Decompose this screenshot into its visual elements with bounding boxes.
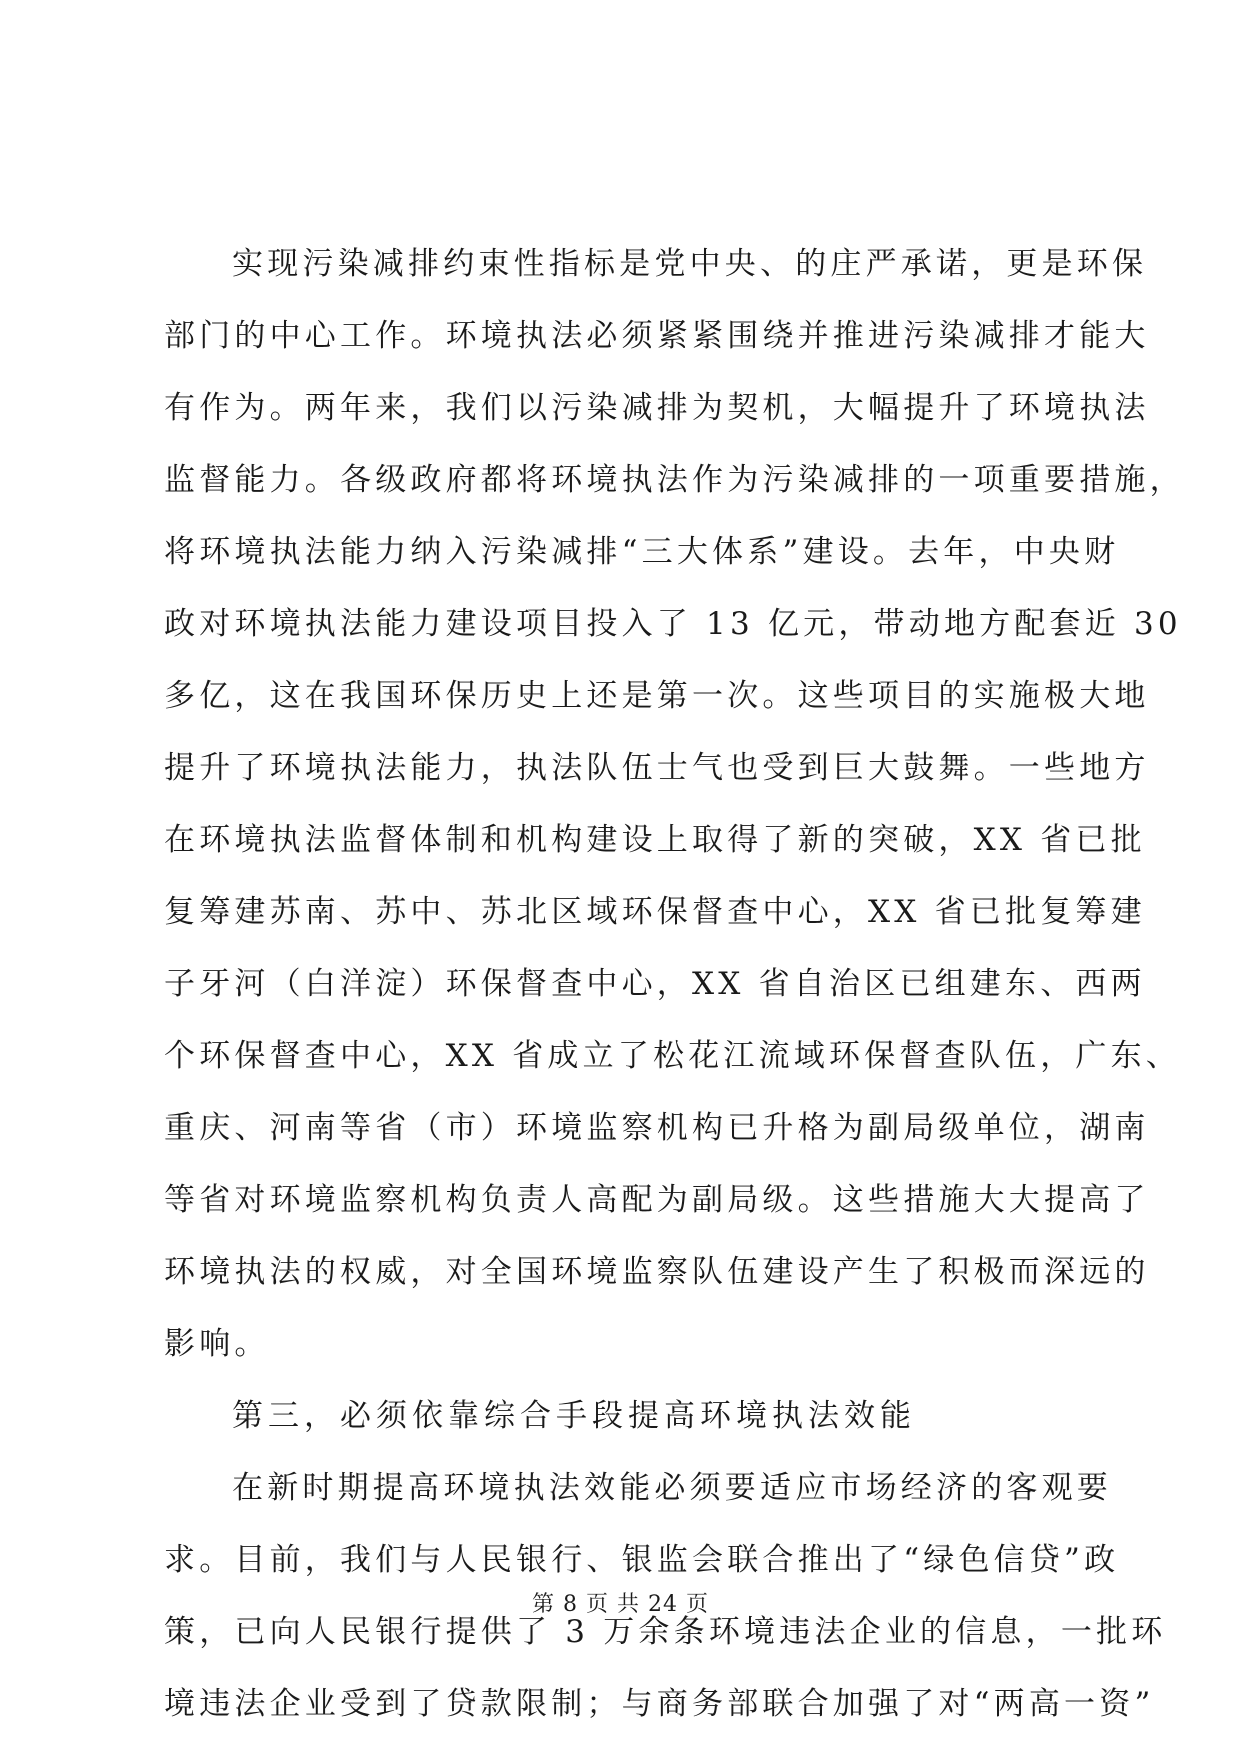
text-line: 重庆、河南等省（市）环境监察机构已升格为副局级单位，湖南: [164, 1110, 1150, 1146]
text-line: 影响。: [164, 1326, 270, 1362]
text-line: 政对环境执法能力建设项目投入了 13 亿元，带动地方配套近 30: [164, 606, 1182, 642]
text-line: 在环境执法监督体制和机构建设上取得了新的突破，XX 省已批: [164, 822, 1146, 858]
text-line: 子牙河（白洋淀）环保督查中心，XX 省自治区已组建东、西两: [164, 966, 1146, 1002]
section-heading: 第三，必须依靠综合手段提高环境执法效能: [232, 1398, 916, 1434]
text-line: 境违法企业受到了贷款限制；与商务部联合加强了对“两高一资”: [164, 1686, 1155, 1722]
text-line: 复筹建苏南、苏中、苏北区域环保督查中心，XX 省已批复筹建: [164, 894, 1146, 930]
text-line: 监督能力。各级政府都将环境执法作为污染减排的一项重要措施，: [164, 462, 1185, 498]
text-line: 策，已向人民银行提供了 3 万余条环境违法企业的信息，一批环: [164, 1614, 1167, 1650]
text-line: 多亿，这在我国环保历史上还是第一次。这些项目的实施极大地: [164, 678, 1150, 714]
text-line: 实现污染减排约束性指标是党中央、的庄严承诺，更是环保: [232, 246, 1148, 282]
text-line: 求。目前，我们与人民银行、银监会联合推出了“绿色信贷”政: [164, 1542, 1120, 1578]
text-line: 提升了环境执法能力，执法队伍士气也受到巨大鼓舞。一些地方: [164, 750, 1150, 786]
page-number-footer: 第 8 页 共 24 页: [532, 1592, 709, 1617]
text-line: 在新时期提高环境执法效能必须要适应市场经济的客观要: [232, 1470, 1112, 1506]
text-line: 将环境执法能力纳入污染减排“三大体系”建设。去年，中央财: [164, 534, 1120, 570]
text-line: 有作为。两年来，我们以污染减排为契机，大幅提升了环境执法: [164, 390, 1150, 426]
text-line: 部门的中心工作。环境执法必须紧紧围绕并推进污染减排才能大: [164, 318, 1150, 354]
text-line: 等省对环境监察机构负责人高配为副局级。这些措施大大提高了: [164, 1182, 1150, 1218]
document-body: [164, 228, 1185, 1740]
paragraph-1: [164, 228, 1185, 1380]
text-line: 环境执法的权威，对全国环境监察队伍建设产生了积极而深远的: [164, 1254, 1150, 1290]
text-line: 个环保督查中心，XX 省成立了松花江流域环保督查队伍，广东、: [164, 1038, 1181, 1074]
